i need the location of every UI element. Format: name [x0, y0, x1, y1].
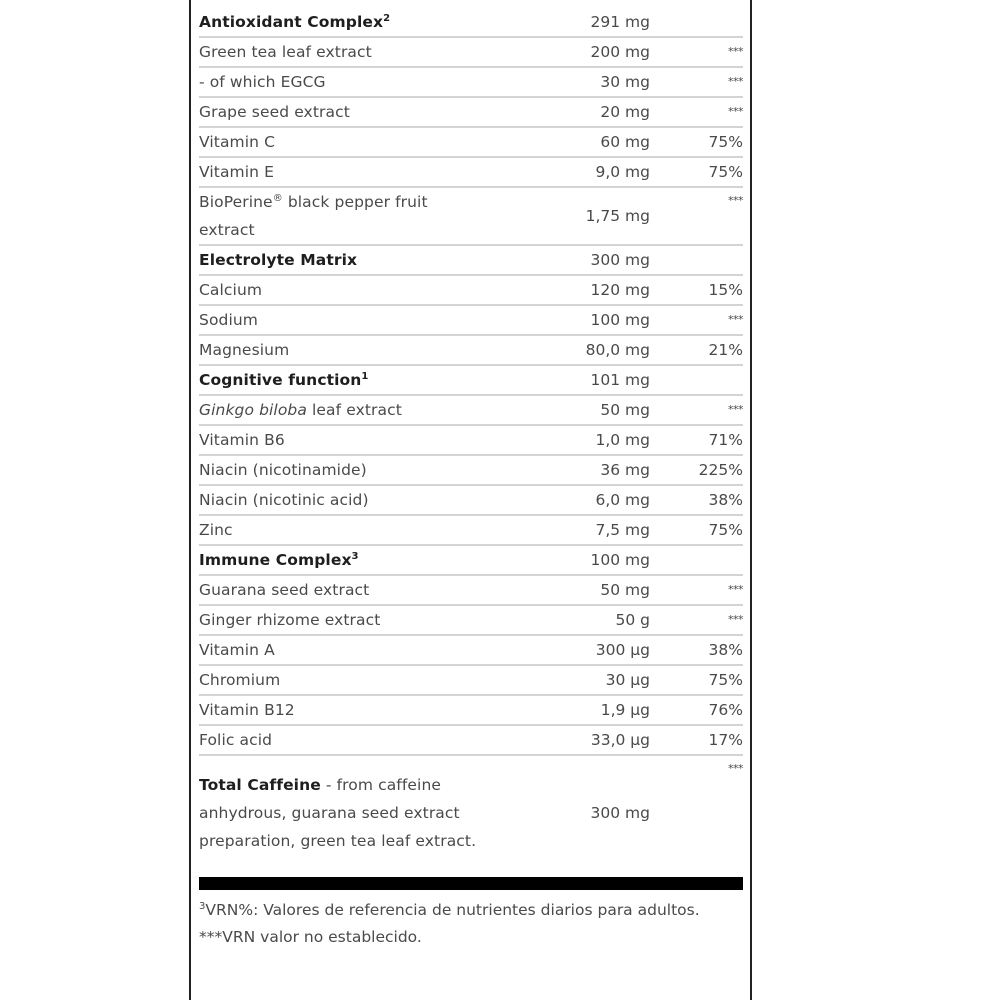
amount-cell: 200 mg — [590, 43, 650, 61]
amount-cell: 300 mg — [590, 804, 650, 822]
vrn-cell: 75% — [708, 163, 743, 181]
vrn-footnote: $^3$VRN%: Valores de referencia de nutrientes diarios para adultos. — [199, 901, 700, 919]
amount-cell: 30 µg — [605, 671, 650, 689]
vrn-cell: *** — [728, 105, 743, 118]
section-heading: Cognitive function$^1$ — [199, 371, 369, 389]
ingredient-name: BioPerine® black pepper fruit extract — [199, 193, 428, 239]
total-caffeine-row — [199, 756, 743, 870]
vrn-cell: 75% — [708, 133, 743, 151]
amount-cell: 1,75 mg — [585, 207, 650, 225]
table-row — [199, 128, 743, 158]
table-row — [199, 276, 743, 306]
vrn-cell: 17% — [708, 731, 743, 749]
amount-cell: 33,0 µg — [590, 731, 650, 749]
ingredient-name: Sodium — [199, 311, 258, 329]
vrn-cell: 71% — [708, 431, 743, 449]
vrn-cell: 21% — [708, 341, 743, 359]
ingredient-name: Vitamin B6 — [199, 431, 285, 449]
amount-cell: 6,0 mg — [595, 491, 650, 509]
vrn-cell: *** — [728, 45, 743, 58]
table-row — [199, 306, 743, 336]
vrn-cell: 15% — [708, 281, 743, 299]
supplement-facts-table — [199, 8, 743, 870]
table-row — [199, 636, 743, 666]
amount-cell: 100 mg — [590, 311, 650, 329]
ingredient-name: Guarana seed extract — [199, 581, 370, 599]
vrn-cell: 75% — [708, 671, 743, 689]
amount-cell: 80,0 mg — [585, 341, 650, 359]
table-row — [199, 486, 743, 516]
divider-bar — [199, 877, 743, 890]
vrn-cell: *** — [728, 583, 743, 596]
ingredient-name: - of which EGCG — [199, 73, 326, 91]
amount-cell: 36 mg — [600, 461, 650, 479]
ingredient-name: Ginger rhizome extract — [199, 611, 381, 629]
amount-cell: 30 mg — [600, 73, 650, 91]
amount-cell: 1,0 mg — [595, 431, 650, 449]
amount-cell: 300 µg — [595, 641, 650, 659]
section-heading: Antioxidant Complex$^2$ — [199, 13, 391, 31]
vrn-cell: 225% — [698, 461, 743, 479]
amount-cell: 7,5 mg — [595, 521, 650, 539]
ingredient-name: Calcium — [199, 281, 263, 299]
table-row — [199, 606, 743, 636]
vrn-cell: *** — [728, 762, 743, 775]
vrn-cell: 76% — [708, 701, 743, 719]
table-row — [199, 38, 743, 68]
section-heading: Immune Complex$^3$ — [199, 551, 359, 569]
table-row — [199, 426, 743, 456]
ingredient-name: Chromium — [199, 671, 281, 689]
amount-cell: 50 g — [615, 611, 650, 629]
vrn-cell: *** — [728, 313, 743, 326]
vrn-cell: 38% — [708, 641, 743, 659]
ingredient-name: Magnesium — [199, 341, 290, 359]
vrn-cell: 75% — [708, 521, 743, 539]
ingredient-name: Niacin (nicotinic acid) — [199, 491, 369, 509]
caffeine-label: Total Caffeine — [199, 776, 321, 794]
ingredient-name: Vitamin A — [199, 641, 275, 659]
ingredient-name: Vitamin B12 — [199, 701, 295, 719]
ingredient-name: Vitamin E — [199, 163, 274, 181]
section-heading-row — [199, 366, 743, 396]
table-row — [199, 396, 743, 426]
table-row — [199, 456, 743, 486]
amount-cell: 1,9 µg — [600, 701, 650, 719]
table-row — [199, 516, 743, 546]
ingredient-name: Niacin (nicotinamide) — [199, 461, 367, 479]
ingredient-name: Grape seed extract — [199, 103, 350, 121]
amount-cell: 101 mg — [590, 371, 650, 389]
vrn-cell: 38% — [708, 491, 743, 509]
section-heading-row — [199, 246, 743, 276]
amount-cell: 100 mg — [590, 551, 650, 569]
amount-cell: 20 mg — [600, 103, 650, 121]
caffeine-description: Total Caffeine - from caffeine anhydrous, guarana seed extract preparation, green tea leaf extract. — [199, 776, 477, 850]
table-row — [199, 68, 743, 98]
table-row — [199, 696, 743, 726]
amount-cell: 50 mg — [600, 581, 650, 599]
table-row — [199, 336, 743, 366]
amount-cell: 60 mg — [600, 133, 650, 151]
amount-cell: 300 mg — [590, 251, 650, 269]
table-row — [199, 576, 743, 606]
table-row — [199, 158, 743, 188]
table-row — [199, 726, 743, 756]
table-row — [199, 666, 743, 696]
vrn-cell: *** — [728, 194, 743, 207]
footnotes — [199, 897, 739, 951]
ingredient-name: Zinc — [199, 521, 233, 539]
table-row — [199, 188, 743, 246]
vrn-cell: *** — [728, 75, 743, 88]
registered-mark: ® — [272, 193, 283, 204]
table-row — [199, 98, 743, 128]
ingredient-name: Vitamin C — [199, 133, 276, 151]
section-heading-row — [199, 8, 743, 38]
section-heading-row — [199, 546, 743, 576]
amount-cell: 50 mg — [600, 401, 650, 419]
section-heading: Electrolyte Matrix — [199, 251, 358, 269]
vrn-cell: *** — [728, 403, 743, 416]
vrn-cell: *** — [728, 613, 743, 626]
ingredient-name: Ginkgo biloba leaf extract — [199, 401, 402, 419]
amount-cell: 120 mg — [590, 281, 650, 299]
ingredient-name: Green tea leaf extract — [199, 43, 372, 61]
amount-cell: 9,0 mg — [595, 163, 650, 181]
amount-cell: 291 mg — [590, 13, 650, 31]
stars-footnote: ***VRN valor no establecido. — [199, 928, 422, 946]
ingredient-name: Folic acid — [199, 731, 273, 749]
